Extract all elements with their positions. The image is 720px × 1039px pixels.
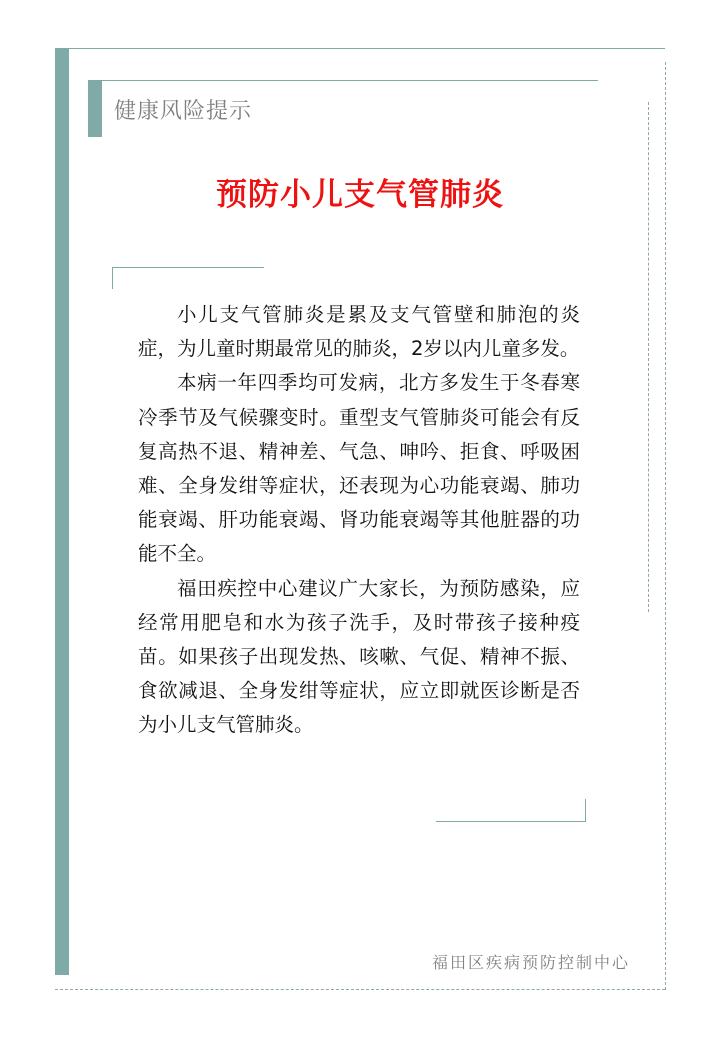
article-title: 预防小儿支气管肺炎 <box>216 177 504 213</box>
corner-bracket-top-left-vertical <box>112 267 113 289</box>
article-body <box>138 298 580 743</box>
section-label: 健康风险提示 <box>114 99 253 124</box>
header-rule <box>88 80 598 81</box>
paragraph: 小儿支气管肺炎是累及支气管壁和肺泡的炎症，为儿童时期最常见的肺炎，2岁以内儿童多发。 <box>138 303 580 361</box>
header-accent-bar <box>88 81 102 137</box>
footer-organization: 福田区疾病预防控制中心 <box>432 953 631 972</box>
paragraph: 福田疾控中心建议广大家长，为预防感染，应经常用肥皂和水为孩子洗手，及时带孩子接种疫苗。如果孩子出现发热、咳嗽、气促、精神不振、食欲减退、全身发绀等症状，应立即就医诊断是否为小儿支气管肺炎。 <box>138 576 580 737</box>
corner-bracket-bottom-right-vertical <box>585 799 586 821</box>
frame-top-line <box>55 48 665 49</box>
corner-bracket-top-left-horizontal <box>112 267 264 268</box>
frame-bottom-dashed-line <box>55 989 665 990</box>
corner-bracket-bottom-right-horizontal <box>436 821 586 822</box>
paragraph: 本病一年四季均可发病，北方多发生于冬春寒冷季节及气候骤变时。重型支气管肺炎可能会有反复高热不退、精神差、气急、呻吟、拒食、呼吸困难、全身发绀等症状，还表现为心功能衰竭、肺功能衰竭、肝功能衰竭、肾功能衰竭等其他脏器的功能不全。 <box>138 371 580 566</box>
